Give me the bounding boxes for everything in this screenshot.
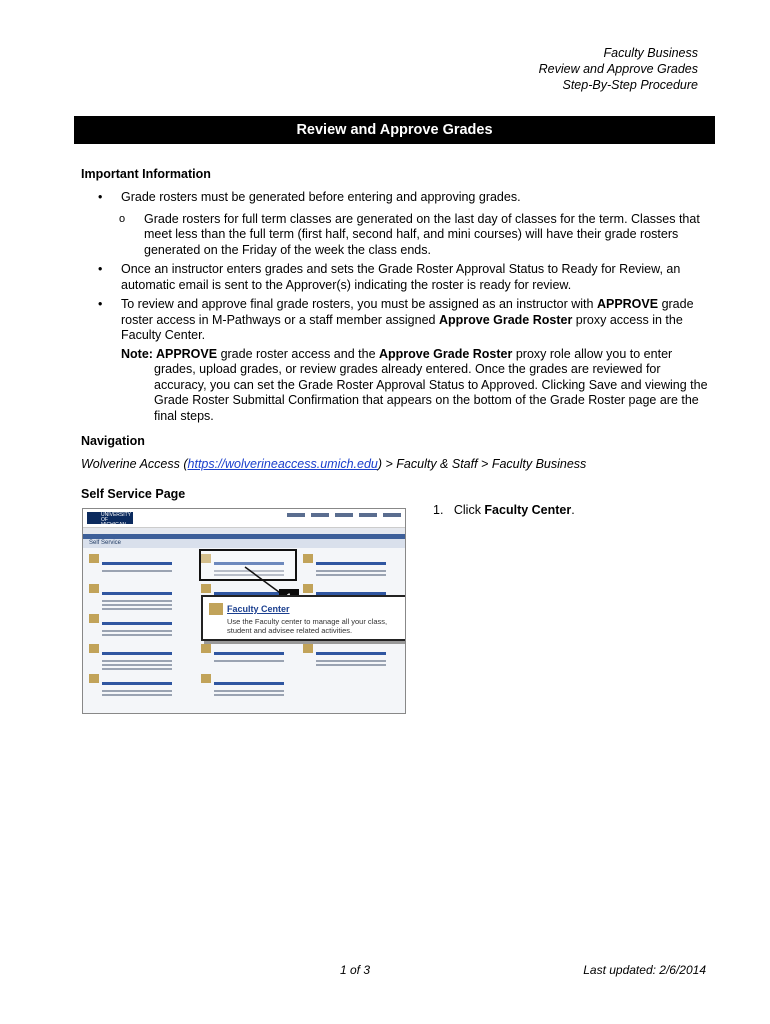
tile	[89, 584, 181, 610]
faculty-center-description: Use the Faculty center to manage all your class, student and advisee related activities.	[227, 617, 388, 635]
tile	[303, 554, 395, 576]
faculty-center-link[interactable]: Faculty Center	[227, 603, 290, 614]
page-number: 1 of 3	[340, 963, 371, 977]
circle-bullet-icon: o	[119, 212, 126, 225]
bullet-icon: •	[98, 297, 103, 311]
important-list	[81, 190, 711, 428]
list-item: • To review and approve final grade rosters, you must be assigned as an instructor with APPROVE grade roster access in M-Pathways or a staff member assigned Approve Grade Roster proxy access in the Faculty Center. Note: APPROVE grade roster access and the Approve Grade Roster proxy role allow you to enter grades, upload grades, or review grades already entered. Once the grades are reviewed for accuracy, you can set the Grade Roster Approval Status to Approved. Clicking Save and viewing the Grade Roster Submittal Confirmation that appears on the bottom of the Grade Roster page are the final steps.	[81, 297, 711, 424]
faculty-center-icon	[209, 603, 223, 615]
tile	[89, 614, 181, 636]
screenshot-section-title: Self Service	[83, 539, 405, 548]
sub-list-item: o Grade rosters for full term classes are generated on the last day of classes for the term. Classes that meet less than the full term (first half, second half, and mini courses) will have their grade rosters generated on the Friday of the week the class ends.	[119, 211, 700, 257]
tile	[89, 674, 181, 696]
page-title-bar	[74, 116, 715, 144]
step-1: 1. Click Faculty Center.	[433, 503, 575, 517]
navigation-heading: Navigation	[81, 434, 145, 448]
screenshot-header	[83, 509, 405, 528]
bullet-icon: •	[98, 190, 103, 204]
screenshot-links	[287, 513, 401, 517]
self-service-screenshot	[82, 508, 406, 714]
university-logo: UNIVERSITY OF MICHIGAN	[87, 512, 133, 524]
tile	[89, 554, 181, 572]
tile	[201, 674, 293, 696]
tile	[303, 644, 395, 666]
faculty-center-zoom[interactable]	[201, 595, 406, 641]
navigation-path: Wolverine Access (https://wolverineaccess.umich.edu) > Faculty & Staff > Faculty Business	[81, 457, 587, 471]
header-line-1: Faculty Business	[603, 46, 698, 60]
tile	[89, 644, 181, 670]
page-title: Review and Approve Grades	[296, 122, 493, 138]
note-block: Note: APPROVE grade roster access and the Approve Grade Roster proxy role allow you to enter grades, upload grades, or review grades already entered. Once the grades are reviewed for accuracy, you can set the Grade Roster Approval Status to Approved. Clicking Save and viewing the Grade Roster Submittal Confirmation that appears on the bottom of the Grade Roster page are the final steps.	[121, 347, 711, 425]
tile	[201, 644, 293, 662]
wolverine-access-link[interactable]: https://wolverineaccess.umich.edu	[187, 457, 378, 471]
header-line-3: Step-By-Step Procedure	[562, 78, 698, 92]
list-item: • Once an instructor enters grades and sets the Grade Roster Approval Status to Ready for Review, an automatic email is sent to the Approver(s) indicating the roster is ready for review.	[98, 262, 681, 292]
last-updated: Last updated: 2/6/2014	[583, 963, 706, 977]
important-heading: Important Information	[81, 167, 211, 181]
document-header	[539, 45, 698, 93]
header-line-2: Review and Approve Grades	[538, 62, 698, 76]
note-continued: grades, upload grades, or review grades already entered. Once the grades are reviewed for accuracy, you can set the Grade Roster Approval Status to Approved. Clicking Save and viewing the Grade Roster Submittal Confirmation that appears on the bottom of the Grade Roster page are the final steps.	[154, 362, 708, 423]
bullet-icon: •	[98, 262, 103, 276]
list-item: • Grade rosters must be generated before entering and approving grades. o Grade rosters for full term classes are generated on the last day of classes for the term. Classes that meet less than the full term (first half, second half, and mini courses) will have their grade rosters generated on the Friday of the week the class ends.	[81, 190, 711, 258]
self-service-heading: Self Service Page	[81, 487, 186, 501]
